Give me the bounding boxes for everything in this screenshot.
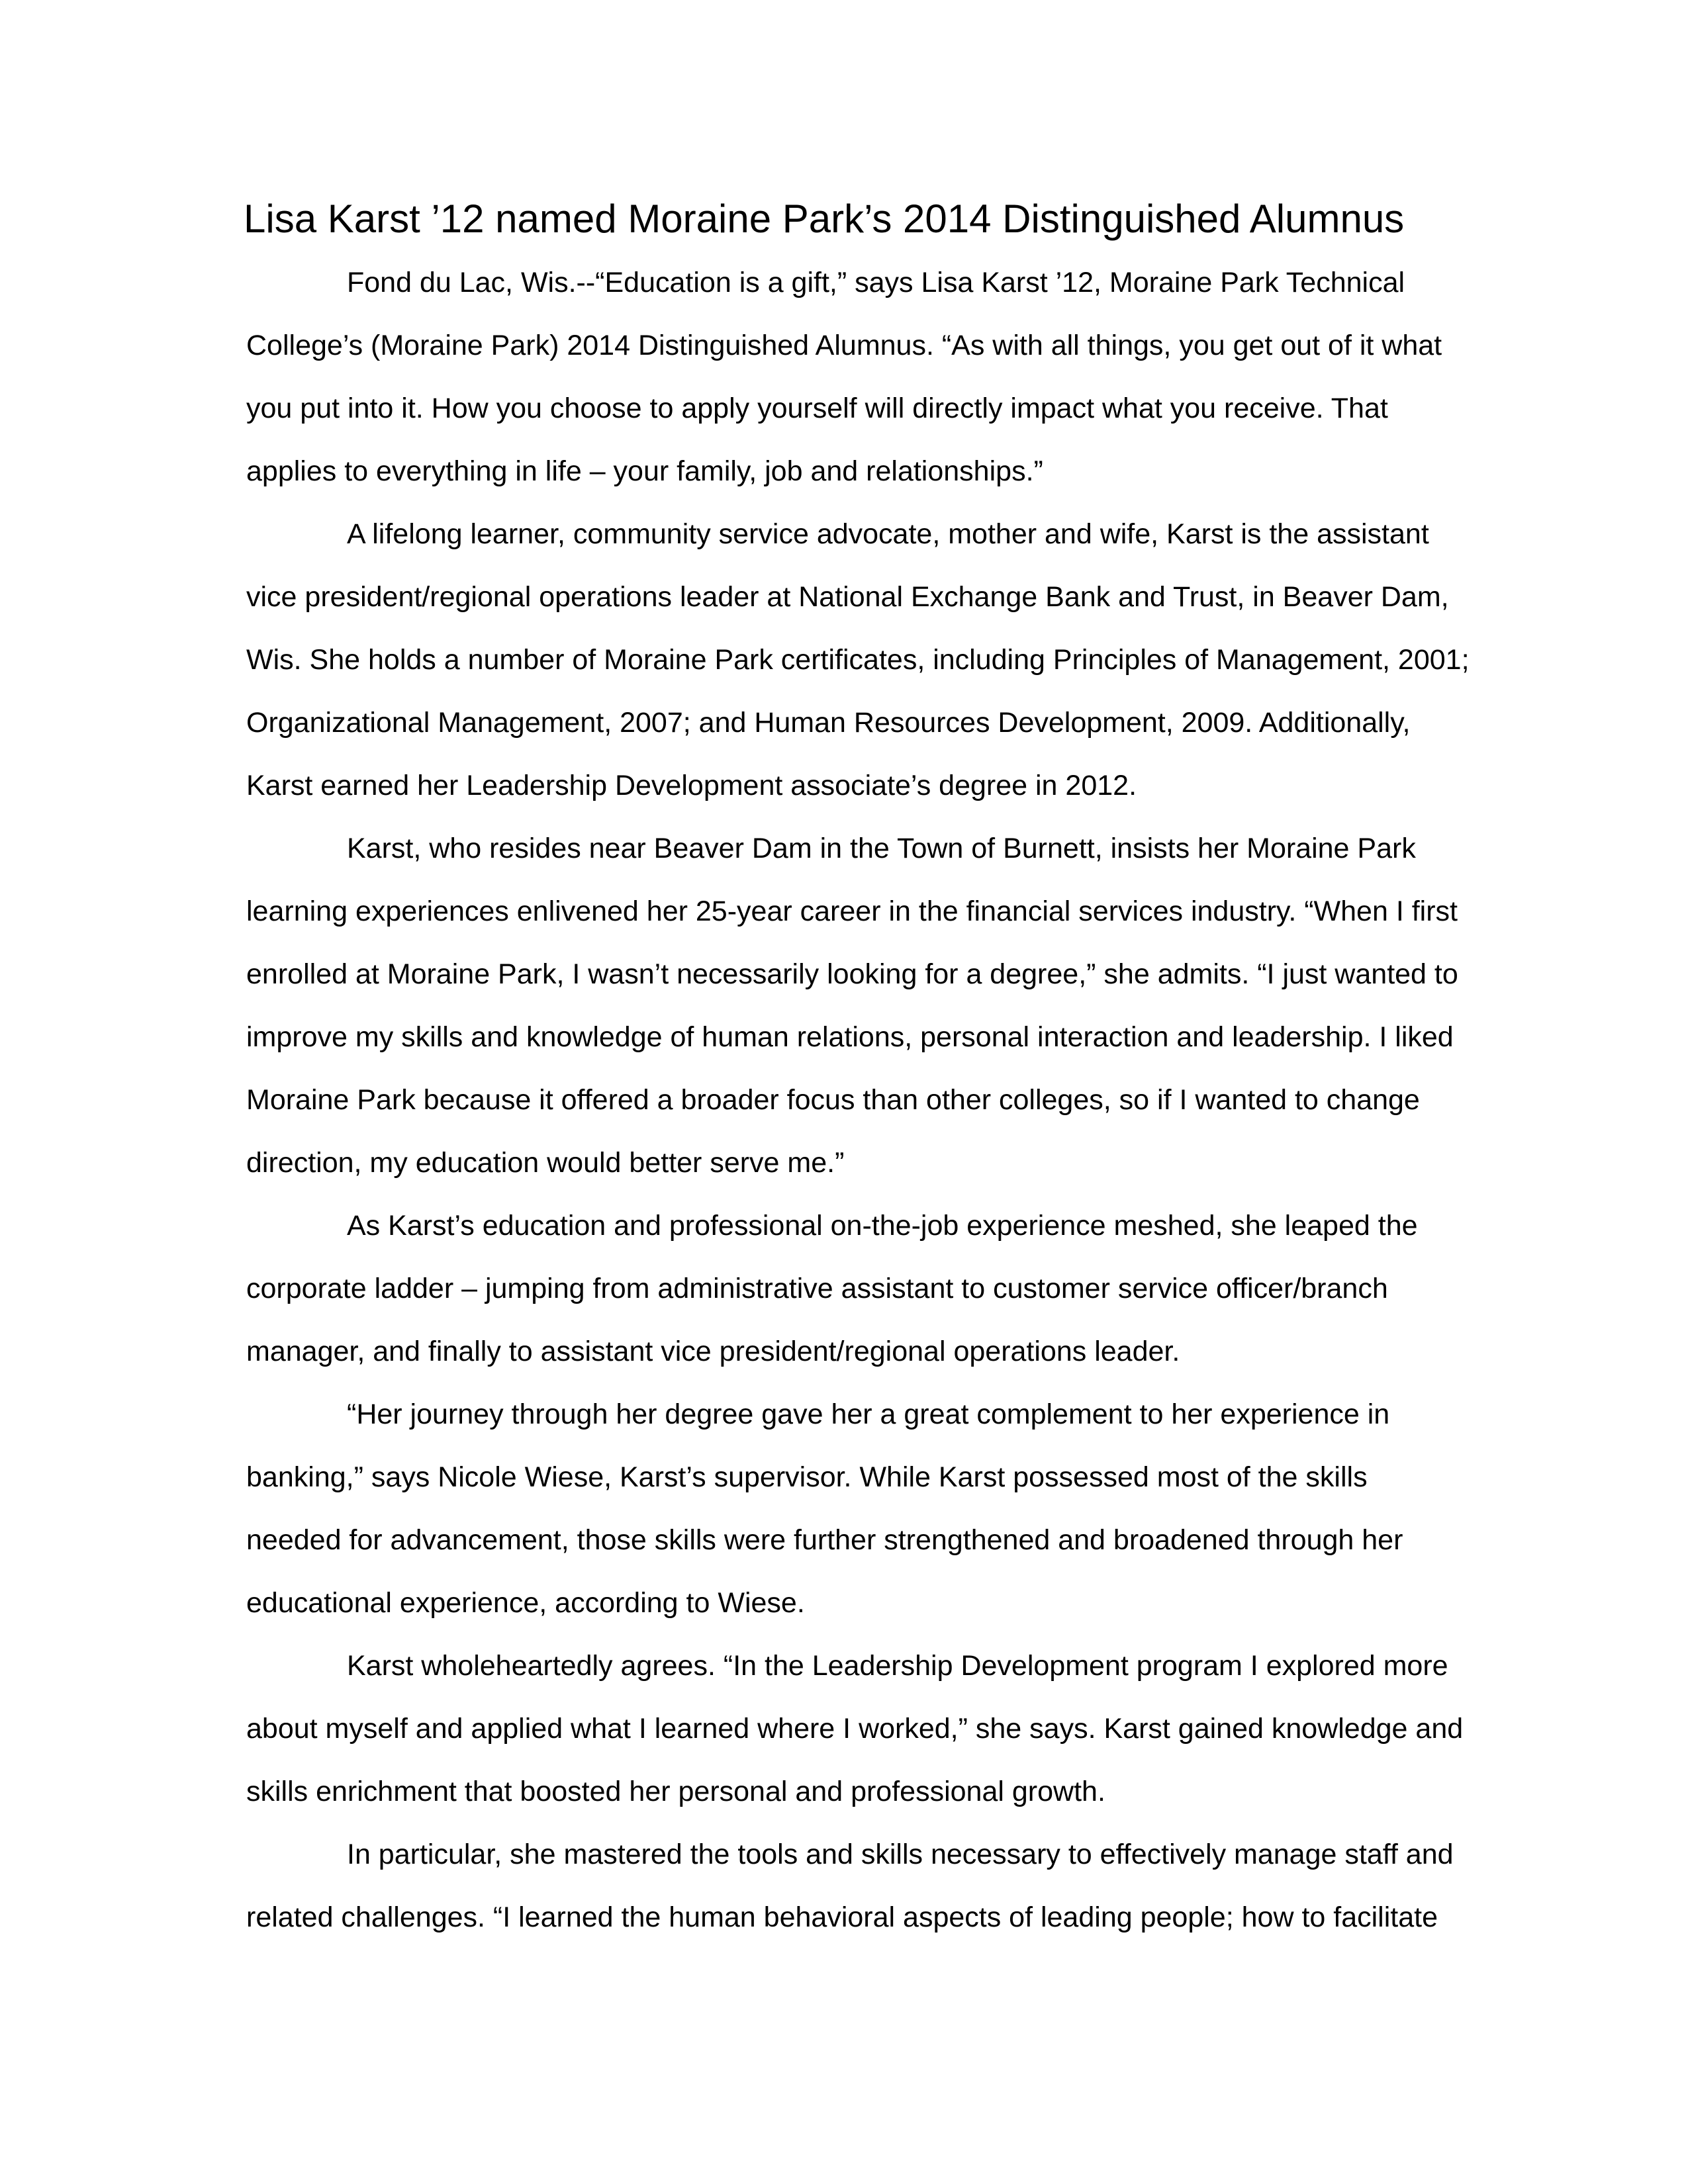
paragraph-line: Wis. She holds a number of Moraine Park certificates, including Principles of Management, 2001; bbox=[246, 644, 1470, 676]
paragraph-line: Karst earned her Leadership Development associate’s degree in 2012. bbox=[246, 770, 1137, 801]
paragraph-line: needed for advancement, those skills were further strengthened and broadened through her bbox=[246, 1524, 1403, 1556]
paragraph-line: you put into it. How you choose to apply yourself will directly impact what you receive. That bbox=[246, 392, 1388, 424]
paragraph-3 bbox=[246, 831, 1458, 1208]
paragraph-line: improve my skills and knowledge of human relations, personal interaction and leadership. I liked bbox=[246, 1021, 1454, 1053]
paragraph-line: As Karst’s education and professional on-the-job experience meshed, she leaped the bbox=[347, 1210, 1418, 1242]
paragraph-line: manager, and finally to assistant vice president/regional operations leader. bbox=[246, 1336, 1180, 1367]
paragraph-line: enrolled at Moraine Park, I wasn’t necessarily looking for a degree,” she admits. “I just wanted to bbox=[246, 958, 1458, 990]
paragraph-line: vice president/regional operations leader at National Exchange Bank and Trust, in Beaver Dam, bbox=[246, 581, 1449, 613]
paragraph-line: Karst wholeheartedly agrees. “In the Leadership Development program I explored more bbox=[347, 1650, 1448, 1682]
paragraph-line: Organizational Management, 2007; and Human Resources Development, 2009. Additionally, bbox=[246, 707, 1411, 739]
paragraph-line: In particular, she mastered the tools and skills necessary to effectively manage staff and bbox=[347, 1839, 1454, 1870]
paragraph-line: corporate ladder – jumping from administrative assistant to customer service officer/branch bbox=[246, 1273, 1388, 1304]
paragraph-line: Moraine Park because it offered a broader focus than other colleges, so if I wanted to change bbox=[246, 1084, 1420, 1116]
paragraph-6 bbox=[246, 1648, 1464, 1837]
paragraph-5 bbox=[246, 1396, 1451, 1648]
paragraph-2 bbox=[246, 516, 1470, 831]
paragraph-line: A lifelong learner, community service advocate, mother and wife, Karst is the assistant bbox=[347, 518, 1429, 550]
paragraph-line: Karst, who resides near Beaver Dam in the Town of Burnett, insists her Moraine Park bbox=[347, 833, 1416, 864]
paragraph-line: educational experience, according to Wiese. bbox=[246, 1587, 805, 1619]
paragraph-4 bbox=[246, 1208, 1451, 1396]
paragraph-line: applies to everything in life – your family, job and relationships.” bbox=[246, 455, 1043, 487]
paragraph-line: learning experiences enlivened her 25-year career in the financial services industry. “When I first bbox=[246, 895, 1458, 927]
paragraph-1 bbox=[246, 265, 1451, 516]
paragraph-7 bbox=[246, 1837, 1454, 1962]
article-title: Lisa Karst ’12 named Moraine Park’s 2014 Distinguished Alumnus bbox=[244, 197, 1405, 241]
paragraph-line: related challenges. “I learned the human behavioral aspects of leading people; how to facilitate bbox=[246, 1901, 1438, 1933]
paragraph-line: Fond du Lac, Wis.--“Education is a gift,” says Lisa Karst ’12, Moraine Park Technical bbox=[347, 267, 1405, 298]
paragraph-line: “Her journey through her degree gave her a great complement to her experience in bbox=[347, 1398, 1390, 1430]
paragraph-line: banking,” says Nicole Wiese, Karst’s supervisor. While Karst possessed most of the skills bbox=[246, 1461, 1368, 1493]
paragraph-line: direction, my education would better serve me.” bbox=[246, 1147, 845, 1179]
paragraph-line: skills enrichment that boosted her personal and professional growth. bbox=[246, 1776, 1105, 1807]
paragraph-line: about myself and applied what I learned where I worked,” she says. Karst gained knowledge and bbox=[246, 1713, 1464, 1745]
article-body bbox=[246, 265, 1470, 1962]
paragraph-line: College’s (Moraine Park) 2014 Distinguished Alumnus. “As with all things, you get out of it what bbox=[246, 330, 1442, 361]
